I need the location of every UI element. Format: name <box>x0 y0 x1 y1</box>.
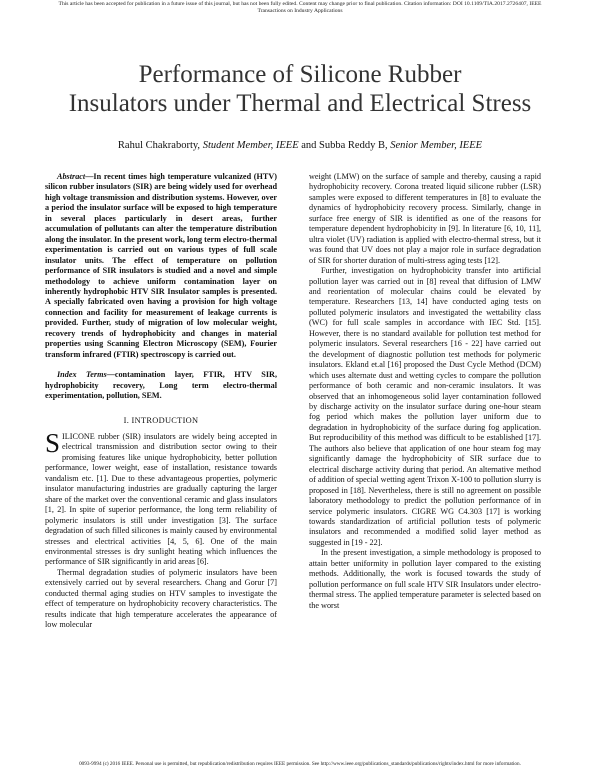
index-terms <box>45 370 277 401</box>
index-terms-label: Index Terms <box>57 370 107 380</box>
section-name-rest: NTRODUCTION <box>134 415 199 425</box>
author-connector: and Subba Reddy B, <box>298 140 391 151</box>
journal-banner <box>0 1 600 15</box>
title-line-1: Performance of Silicone Rubber <box>138 61 462 88</box>
author-1-name: Rahul Chakraborty, <box>117 140 203 151</box>
right-paragraph-1: weight (LMW) on the surface of sample and thereby, causing a rapid hydrophobicity recovery. Corona treated liquid silicone rubber (LSR) samples were exposed to different temperatures in [8] to evaluate the dynamics of hydrophobicity recovery process. Similarly, change in surface free energy of SIR is identified as one of the reasons for temperature dependent hydrophobicity in [9]. In literature [6, 10, 11], ultra violet (UV) radiation is applied with electro-thermal stress, but it was found that UV does not play a major role in surface degradation of SIR for shorter duration of multi-stress aging tests [12]. <box>309 172 541 265</box>
abstract-label: Abstract <box>57 172 86 181</box>
intro-paragraph-2: Thermal degradation studies of polymeric insulators have been extensively carried out by several researchers. Chang and Gorur [7] conducted thermal aging studies on HTV samples to investigate the effect of temperature on hydrophobicity recovery characteristics. The results indicate that high temperature accelerates the appearance of low molecular <box>45 567 277 630</box>
abstract <box>45 172 277 360</box>
section-name-initial: I <box>131 415 135 425</box>
right-column <box>309 172 541 611</box>
intro-paragraph-1 <box>45 427 277 568</box>
title-line-2: Insulators under Thermal and Electrical Stress <box>68 90 532 117</box>
banner-line-1: This article has been accepted for publication in a future issue of this journal, but has not been fully edited. Content may change prior to final publication. Citation information: DOI 10.1109/TIA.2017.2726407, IEEE <box>58 1 542 7</box>
author-1-role: Student Member, IEEE <box>202 140 299 151</box>
right-paragraph-3: In the present investigation, a simple methodology is proposed to attain better uniformity in pollution layer compared to the existing methods. Additionally, the work is focused towards the study of pollution performance on full scale HTV SIR Insulators under electro-thermal stress. The applied temperature parameter is selected based on the worst <box>309 548 541 610</box>
intro-paragraph-1-text: ILICONE rubber (SIR) insulators are widely being accepted in electrical transmission and distribution sector owing to their promising features like unique hydrophobicity, better pollution performance, lower weight, ease of installation, resistance towards vandalism etc. [1]. Due to these advantageous properties, polymeric insulator manufacturing industries are gradually capturing the larger share of the market over the conventional ceramic and glass insulators [1, 2]. In spite of superior performance, the long term reliability of polymeric insulators is still under investigation [3]. The surface degradation of such filled silicones is mainly caused by environmental stresses and electrical activities [4, 5, 6]. One of the main environmental stresses is dry sunlight heating which influences the performance of SIR significantly in arid areas [6]. <box>45 431 277 567</box>
section-numeral: I. <box>123 415 130 425</box>
author-2-role: Senior Member, IEEE <box>390 140 483 151</box>
banner-line-2: Transactions on Industry Applications <box>257 8 343 14</box>
index-terms-text: —contamination layer, FTIR, HTV SIR, hydrophobicity recovery, Long term electro-thermal experimentation, pollution, SEM. <box>45 370 278 401</box>
copyright-footer: 0093-9994 (c) 2016 IEEE. Personal use is permitted, but republication/redistribution requires IEEE permission. See http://www.ieee.org/publications_standards/publications/rights/index.html for more information. <box>79 761 521 767</box>
left-column <box>45 172 277 631</box>
abstract-text: —In recent times high temperature vulcanized (HTV) silicon rubber insulators (SIR) are being widely used for overhead high voltage transmission and distribution systems. However, over a period the insulator surface will be exposed to high temperature in several places particularly in desert areas, further accumulation of pollutants can alter the temperature distribution along the insulator. In the present work, long term electro-thermal experimentation is carried out on various types of full scale insulator units. The effect of temperature on pollution performance of SIR insulators is studied and a novel and simple methodology to achieve uniform contamination layer on inherently hydrophobic HTV SIR Insulator samples is presented. A specially fabricated oven having a provision for high voltage connection and facility for measurement of leakage currents is provided. Further, study of migration of low molecular weight, recovery trends of hydrophobicity and changes in material properties using Scanning Electron Microscopy (SEM), Fourier transform infrared (FTIR) spectroscopy is carried out. <box>45 172 277 359</box>
right-paragraph-2: Further, investigation on hydrophobicity transfer into artificial pollution layer was carried out in [8] reveal that diffusion of LMW and reorientation of molecular chains could be elevated by temperature. Researchers [13, 14] have conducted aging tests on polluted polymeric insulators and investigated the wettability class (WC) for full scale samples in accordance with IEC Std. [15]. However, there is no standard available for pollution test method for polymeric insulators. Several researchers [16 - 22] have carried out the development of diagnostic pollution test methods for polymeric insulators. Ekland et.al [16] proposed the Dust Cycle Method (DCM) which uses alternate dust and wetting cycles to compare the pollution performance of both ceramic and non-ceramic insulators. It was observed that an inhomogeneous solid layer contamination followed by discharge activity on the insulator surface during one-hour steam fog period which makes the pollution layer uniform due to degradation in hydrophobicity of the surface during fog application. But reproducibility of this method was difficult to be established [17]. The authors also believe that application of one hour steam fog may significantly damage the hydrophobicity of SIR surface due to electrical discharge activity during that period. An alternative method of addition of special wetting agent Trixon X-100 to pollution slurry is proposed in [18]. Nevertheless, there is still no agreement on possible laboratory methodology to predict the pollution performance of in service polymeric insulators. CIGRE WG C4.303 [17] is working towards standardization of artificial pollution tests of polymeric insulators and recommended a modified solid layer method as suggested in [19 - 22]. <box>309 266 541 547</box>
section-heading-introduction <box>45 416 277 426</box>
paper-title <box>0 60 600 118</box>
drop-cap: S <box>45 427 61 458</box>
author-line <box>0 139 600 152</box>
